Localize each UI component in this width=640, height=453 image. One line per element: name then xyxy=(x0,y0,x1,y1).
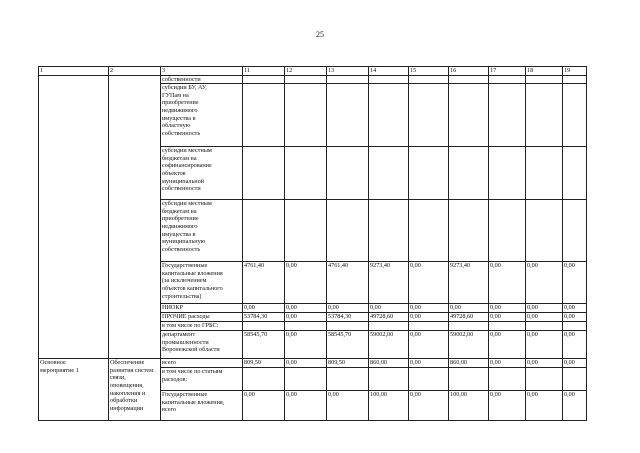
value-cell xyxy=(369,147,409,200)
value-cell: 809,50 xyxy=(243,359,285,368)
value-cell: 0,00 xyxy=(409,262,449,304)
value-cell xyxy=(285,147,327,200)
header-cell: 1 xyxy=(39,67,109,76)
row-label: Государственные капитальные вложения, всего xyxy=(161,391,243,421)
header-cell: 11 xyxy=(243,67,285,76)
value-cell: 0,00 xyxy=(449,304,489,313)
value-cell: 0,00 xyxy=(563,331,587,359)
value-cell xyxy=(489,75,526,84)
value-cell xyxy=(285,84,327,147)
value-cell xyxy=(449,84,489,147)
row-label: собственности xyxy=(161,75,243,84)
value-cell: 49728,60 xyxy=(449,313,489,322)
value-cell xyxy=(563,322,587,331)
value-cell: 0,00 xyxy=(489,331,526,359)
header-cell: 12 xyxy=(285,67,327,76)
value-cell: 0,00 xyxy=(409,304,449,313)
value-cell xyxy=(489,322,526,331)
value-cell: 0,00 xyxy=(409,391,449,421)
value-cell: 0,00 xyxy=(327,391,369,421)
value-cell xyxy=(243,147,285,200)
value-cell: 4761,40 xyxy=(327,262,369,304)
value-cell: 59002,00 xyxy=(369,331,409,359)
value-cell xyxy=(449,368,489,391)
row-label: ПРОЧИЕ расходы xyxy=(161,313,243,322)
value-cell: 4761,40 xyxy=(243,262,285,304)
value-cell xyxy=(327,200,369,262)
value-cell xyxy=(409,368,449,391)
row-label: всего xyxy=(161,359,243,368)
value-cell xyxy=(489,147,526,200)
value-cell: 0,00 xyxy=(369,304,409,313)
value-cell: 9273,40 xyxy=(449,262,489,304)
value-cell xyxy=(449,322,489,331)
value-cell: 0,00 xyxy=(285,262,327,304)
value-cell: 860,00 xyxy=(449,359,489,368)
value-cell xyxy=(409,84,449,147)
table-row xyxy=(39,75,587,84)
value-cell: 0,00 xyxy=(243,391,285,421)
value-cell: 0,00 xyxy=(285,359,327,368)
value-cell: 0,00 xyxy=(489,359,526,368)
value-cell: 0,00 xyxy=(526,313,563,322)
value-cell xyxy=(327,75,369,84)
value-cell: 0,00 xyxy=(489,313,526,322)
value-cell xyxy=(563,200,587,262)
value-cell: 53784,30 xyxy=(243,313,285,322)
value-cell xyxy=(285,75,327,84)
row-label: НИОКР xyxy=(161,304,243,313)
value-cell: 0,00 xyxy=(489,262,526,304)
value-cell xyxy=(243,200,285,262)
value-cell: 0,00 xyxy=(563,304,587,313)
value-cell: 53784,30 xyxy=(327,313,369,322)
value-cell: 58545,70 xyxy=(327,331,369,359)
value-cell xyxy=(369,200,409,262)
value-cell: 0,00 xyxy=(243,304,285,313)
value-cell xyxy=(369,368,409,391)
value-cell xyxy=(409,75,449,84)
header-cell: 3 xyxy=(161,67,243,76)
value-cell xyxy=(563,368,587,391)
header-cell: 19 xyxy=(563,67,587,76)
value-cell xyxy=(327,322,369,331)
value-cell: 0,00 xyxy=(526,304,563,313)
value-cell: 0,00 xyxy=(526,391,563,421)
value-cell xyxy=(243,368,285,391)
row-label: субсидии БУ, АУ, ГУПам на приобретение недвижимого имущества в областную собственность xyxy=(161,84,243,147)
value-cell: 0,00 xyxy=(563,359,587,368)
value-cell xyxy=(409,147,449,200)
measure-name: Основное мероприятие 1 xyxy=(39,359,109,421)
value-cell: 0,00 xyxy=(489,391,526,421)
value-cell xyxy=(526,75,563,84)
value-cell xyxy=(409,200,449,262)
value-cell xyxy=(526,147,563,200)
value-cell xyxy=(285,200,327,262)
value-cell: 0,00 xyxy=(409,331,449,359)
value-cell xyxy=(243,322,285,331)
row-label: департамент промышленности Воронежской области xyxy=(161,331,243,359)
row-label: субсидии местным бюджетам на приобретение недвижимого имущества в муниципальную собственность xyxy=(161,200,243,262)
value-cell xyxy=(243,84,285,147)
value-cell: 0,00 xyxy=(563,391,587,421)
value-cell xyxy=(409,322,449,331)
value-cell xyxy=(327,147,369,200)
value-cell: 0,00 xyxy=(526,262,563,304)
value-cell: 0,00 xyxy=(285,391,327,421)
value-cell xyxy=(526,84,563,147)
value-cell: 0,00 xyxy=(285,313,327,322)
header-cell: 2 xyxy=(109,67,161,76)
value-cell: 9273,40 xyxy=(369,262,409,304)
value-cell xyxy=(327,368,369,391)
description-cell xyxy=(109,75,161,359)
row-label: в том числе по ГРБС: xyxy=(161,322,243,331)
value-cell: 49728,60 xyxy=(369,313,409,322)
row-label: в том числе по статьям расходов: xyxy=(161,368,243,391)
value-cell: 0,00 xyxy=(409,313,449,322)
page-number: 25 xyxy=(316,30,324,39)
value-cell xyxy=(489,200,526,262)
value-cell: 100,00 xyxy=(369,391,409,421)
value-cell: 100,00 xyxy=(449,391,489,421)
header-cell: 16 xyxy=(449,67,489,76)
value-cell: 0,00 xyxy=(285,331,327,359)
row-label: субсидии местным бюджетам на софинансирование объектов муниципальной собственности xyxy=(161,147,243,200)
value-cell xyxy=(489,84,526,147)
value-cell: 0,00 xyxy=(563,313,587,322)
value-cell xyxy=(449,147,489,200)
value-cell: 809,50 xyxy=(327,359,369,368)
value-cell xyxy=(327,84,369,147)
value-cell xyxy=(369,75,409,84)
value-cell xyxy=(285,322,327,331)
value-cell xyxy=(563,147,587,200)
value-cell xyxy=(243,75,285,84)
value-cell: 0,00 xyxy=(285,304,327,313)
value-cell xyxy=(285,368,327,391)
value-cell xyxy=(449,75,489,84)
row-label: Государственные капитальные вложения (за исключением объектов капитального строительства) xyxy=(161,262,243,304)
value-cell: 0,00 xyxy=(526,359,563,368)
value-cell: 0,00 xyxy=(563,262,587,304)
measure-row xyxy=(39,359,587,368)
activity-cell xyxy=(39,75,109,359)
value-cell xyxy=(563,75,587,84)
value-cell xyxy=(563,84,587,147)
value-cell: 58545,70 xyxy=(243,331,285,359)
value-cell xyxy=(526,200,563,262)
header-cell: 15 xyxy=(409,67,449,76)
header-cell: 18 xyxy=(526,67,563,76)
value-cell: 0,00 xyxy=(327,304,369,313)
value-cell xyxy=(449,200,489,262)
value-cell xyxy=(369,84,409,147)
value-cell: 0,00 xyxy=(526,331,563,359)
value-cell xyxy=(526,322,563,331)
value-cell xyxy=(526,368,563,391)
value-cell: 860,00 xyxy=(369,359,409,368)
value-cell xyxy=(489,368,526,391)
value-cell: 0,00 xyxy=(409,359,449,368)
header-cell: 17 xyxy=(489,67,526,76)
budget-table xyxy=(38,66,587,421)
measure-description: Обеспечение развития систем связи, оповещения, накопления и обработки информации xyxy=(109,359,161,421)
value-cell: 0,00 xyxy=(489,304,526,313)
value-cell xyxy=(369,322,409,331)
header-cell: 13 xyxy=(327,67,369,76)
header-row xyxy=(39,67,587,76)
value-cell: 59002,00 xyxy=(449,331,489,359)
header-cell: 14 xyxy=(369,67,409,76)
